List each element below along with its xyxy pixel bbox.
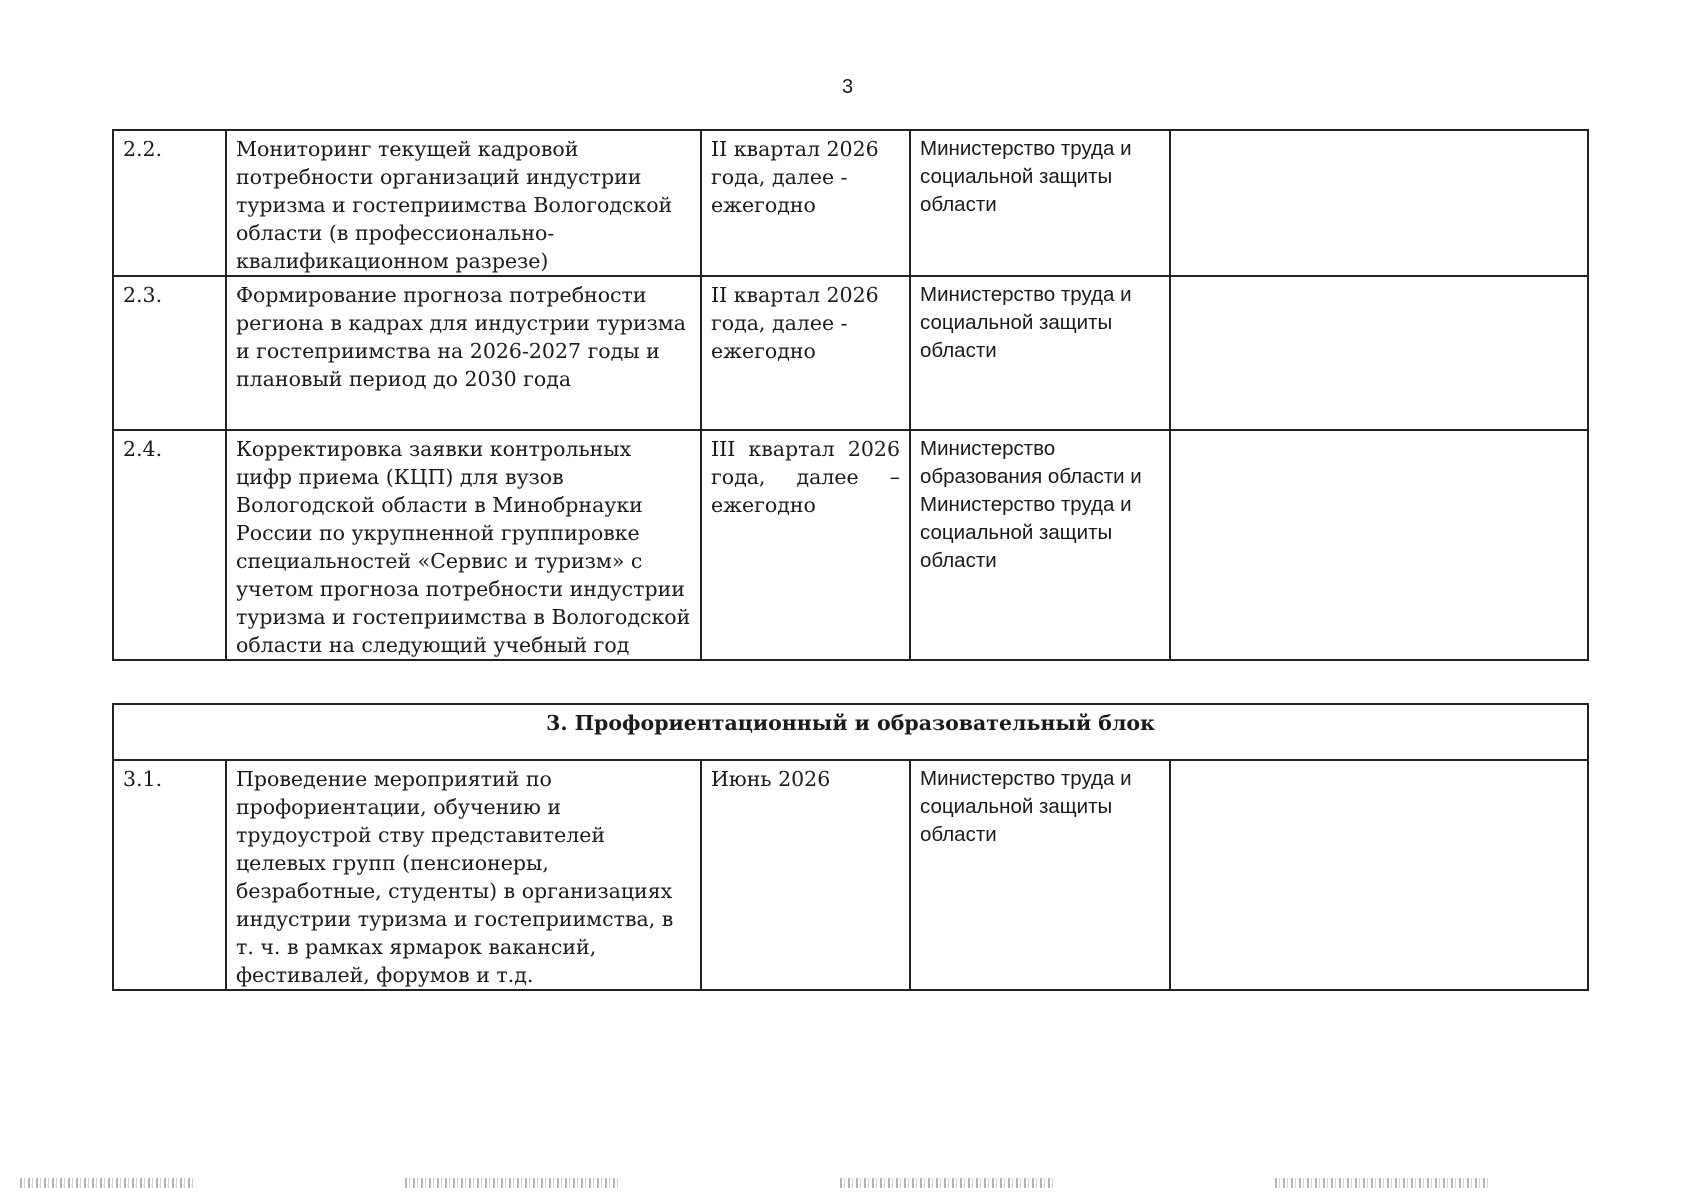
responsible-executor: Министерство труда и социальной защиты области [910, 276, 1170, 430]
plan-table-section-2 [112, 129, 1589, 661]
note-cell [1170, 430, 1588, 660]
row-number: 3.1. [113, 760, 226, 990]
deadline: Июнь 2026 [701, 760, 910, 990]
responsible-executor: Министерство образования области и Министерство труда и социальной защиты области [910, 430, 1170, 660]
section-header-row [113, 704, 1588, 760]
note-cell [1170, 276, 1588, 430]
activity-text: Формирование прогноза потребности региона в кадрах для индустрии туризма и гостеприимства на 2026-2027 годы и плановый период до 2030 года [226, 276, 701, 430]
section-title: 3. Профориентационный и образовательный блок [113, 704, 1588, 760]
scan-artifact-4 [1275, 1178, 1490, 1188]
activity-text: Мониторинг текущей кадровой потребности организаций индустрии туризма и гостеприимства Вологодской области (в профессионально-квалификационном разрезе) [226, 130, 701, 276]
row-number: 2.4. [113, 430, 226, 660]
table-row [113, 430, 1588, 660]
table-row [113, 130, 1588, 276]
activity-text: Корректировка заявки контрольных цифр приема (КЦП) для вузов Вологодской области в Минобрнауки России по укрупненной группировке специальностей «Сервис и туризм» с учетом прогноза потребности индустрии туризма и гостеприимства в Вологодской области на следующий учебный год [226, 430, 701, 660]
deadline: II квартал 2026 года, далее - ежегодно [701, 130, 910, 276]
row-number: 2.2. [113, 130, 226, 276]
responsible-executor: Министерство труда и социальной защиты области [910, 760, 1170, 990]
row-number: 2.3. [113, 276, 226, 430]
scan-artifact-1 [20, 1178, 195, 1188]
note-cell [1170, 760, 1588, 990]
scan-artifact-3 [840, 1178, 1055, 1188]
scan-artifact-2 [405, 1178, 620, 1188]
note-cell [1170, 130, 1588, 276]
plan-table-section-3 [112, 703, 1589, 991]
activity-text: Проведение мероприятий по профориентации, обучению и трудоустрой ству представителей целевых групп (пенсионеры, безработные, студенты) в организациях индустрии туризма и гостеприимства, в т. ч. в рамках ярмарок вакансий, фестивалей, форумов и т.д. [226, 760, 701, 990]
table-row [113, 276, 1588, 430]
page-number: 3 [841, 76, 854, 98]
table-row [113, 760, 1588, 990]
responsible-executor: Министерство труда и социальной защиты области [910, 130, 1170, 276]
deadline: III квартал 2026 года, далее – ежегодно [701, 430, 910, 660]
deadline: II квартал 2026 года, далее - ежегодно [701, 276, 910, 430]
